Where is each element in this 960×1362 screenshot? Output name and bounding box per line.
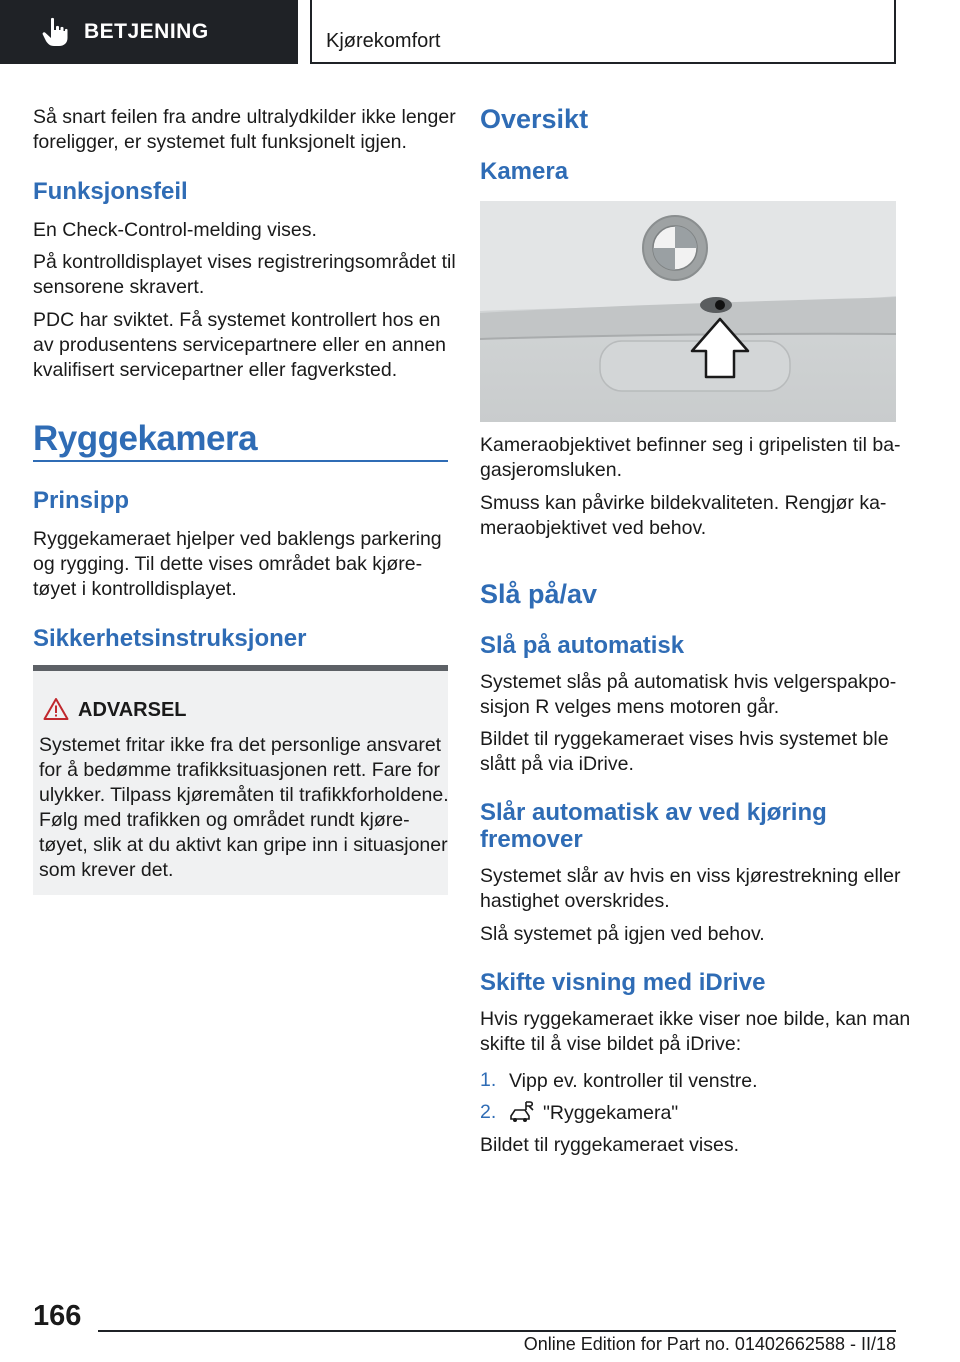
warning-line: Systemet fritar ikke fra det personlige ansvaret (39, 734, 442, 756)
warning-line: Følg med trafikken og området rundt kjøre- (39, 809, 410, 831)
final-line: Bildet til ryggekameraet vises. (480, 1134, 740, 1156)
intro-line: Så snart feilen fra andre ultralydkilder ikke lenger (33, 106, 456, 128)
warning-line: ulykker. Tilpass kjøremåten til trafikkforholdene. (39, 784, 449, 806)
auto-on-line: Bildet til ryggekameraet vises hvis systemet ble (480, 728, 889, 750)
kamera-line: Kameraobjektivet befinner seg i gripelisten til ba- (480, 434, 901, 456)
auto-off-heading: Slår automatisk av ved kjøring (480, 799, 827, 826)
auto-on-heading: Slå på automatisk (480, 632, 685, 659)
funksjonsfeil-heading: Funksjonsfeil (33, 178, 188, 205)
rear-camera-icon (509, 1100, 535, 1124)
skifte-line: skifte til å vise bildet på iDrive: (480, 1033, 742, 1055)
sikkerhet-heading: Sikkerhetsinstruksjoner (33, 625, 307, 652)
kamera-line: Smuss kan påvirke bildekvaliteten. Rengjør ka- (480, 492, 887, 514)
auto-off-heading: fremover (480, 826, 583, 853)
oversikt-heading: Oversikt (480, 104, 589, 134)
warning-box (33, 665, 448, 895)
prinsipp-line: og rygging. Til dette vises området bak kjøre- (33, 553, 423, 575)
warning-title: ADVARSEL (78, 699, 187, 721)
funksjonsfeil-line: PDC har sviktet. Få systemet kontrollert hos en (33, 309, 441, 331)
kamera-heading: Kamera (480, 158, 569, 185)
prinsipp-line: Ryggekameraet hjelper ved baklengs parkering (33, 528, 442, 550)
step-number: 1. (480, 1069, 497, 1091)
auto-off-line: Systemet slår av hvis en viss kjørestrekning eller (480, 865, 901, 887)
warning-line: for å bedømme trafikksituasjonen rett. Fare for (39, 759, 440, 781)
header-section-title: Kjørekomfort (326, 30, 441, 52)
skifte-line: Hvis ryggekameraet ikke viser noe bilde, kan man (480, 1008, 911, 1030)
auto-on-line: slått på via iDrive. (480, 753, 634, 775)
funksjonsfeil-line: av produsentens servicepartnere eller en annen (33, 334, 447, 356)
prinsipp-heading: Prinsipp (33, 487, 130, 514)
header-section-box (310, 0, 896, 64)
warning-line: som krever det. (39, 859, 174, 881)
kamera-line: gasjeromsluken. (480, 459, 622, 481)
hand-pointer-icon (36, 13, 74, 51)
step-text: Vipp ev. kontroller til venstre. (509, 1070, 758, 1092)
footer-rule (98, 1330, 896, 1332)
rear-camera-location-image (480, 201, 896, 422)
header-tab[interactable] (0, 0, 298, 64)
footer-edition: Online Edition for Part no. 01402662588 - II/18 (523, 1334, 896, 1354)
ryggekamera-heading: Ryggekamera (33, 419, 258, 458)
auto-off-line: Slå systemet på igjen ved behov. (480, 923, 765, 945)
intro-line: foreligger, er systemet fult funksjonelt igjen. (33, 131, 407, 153)
auto-off-line: hastighet overskrides. (480, 890, 670, 912)
funksjonsfeil-line: En Check-Control-melding vises. (33, 219, 317, 241)
warning-triangle-icon (43, 697, 69, 721)
slaa-paa-av-heading: Slå på/av (480, 579, 598, 609)
funksjonsfeil-line: På kontrolldisplayet vises registreringsområdet til (33, 251, 456, 273)
auto-on-line: Systemet slås på automatisk hvis velgerspakpo- (480, 671, 897, 693)
auto-on-line: sisjon R velges mens motoren går. (480, 696, 780, 718)
header-tab-label: BETJENING (84, 20, 209, 43)
warning-line: tøyet, slik at du aktivt kan gripe inn i situasjoner (39, 834, 448, 856)
step-number: 2. (480, 1101, 497, 1123)
page-number: 166 (33, 1300, 82, 1332)
funksjonsfeil-line: kvalifisert servicepartner eller fagverksted. (33, 359, 398, 381)
section-rule (33, 460, 448, 462)
skifte-visning-heading: Skifte visning med iDrive (480, 969, 766, 996)
prinsipp-line: tøyet i kontrolldisplayet. (33, 578, 237, 600)
kamera-line: meraobjektivet ved behov. (480, 517, 707, 539)
funksjonsfeil-line: sensorene skravert. (33, 276, 205, 298)
step-text: "Ryggekamera" (543, 1102, 679, 1124)
